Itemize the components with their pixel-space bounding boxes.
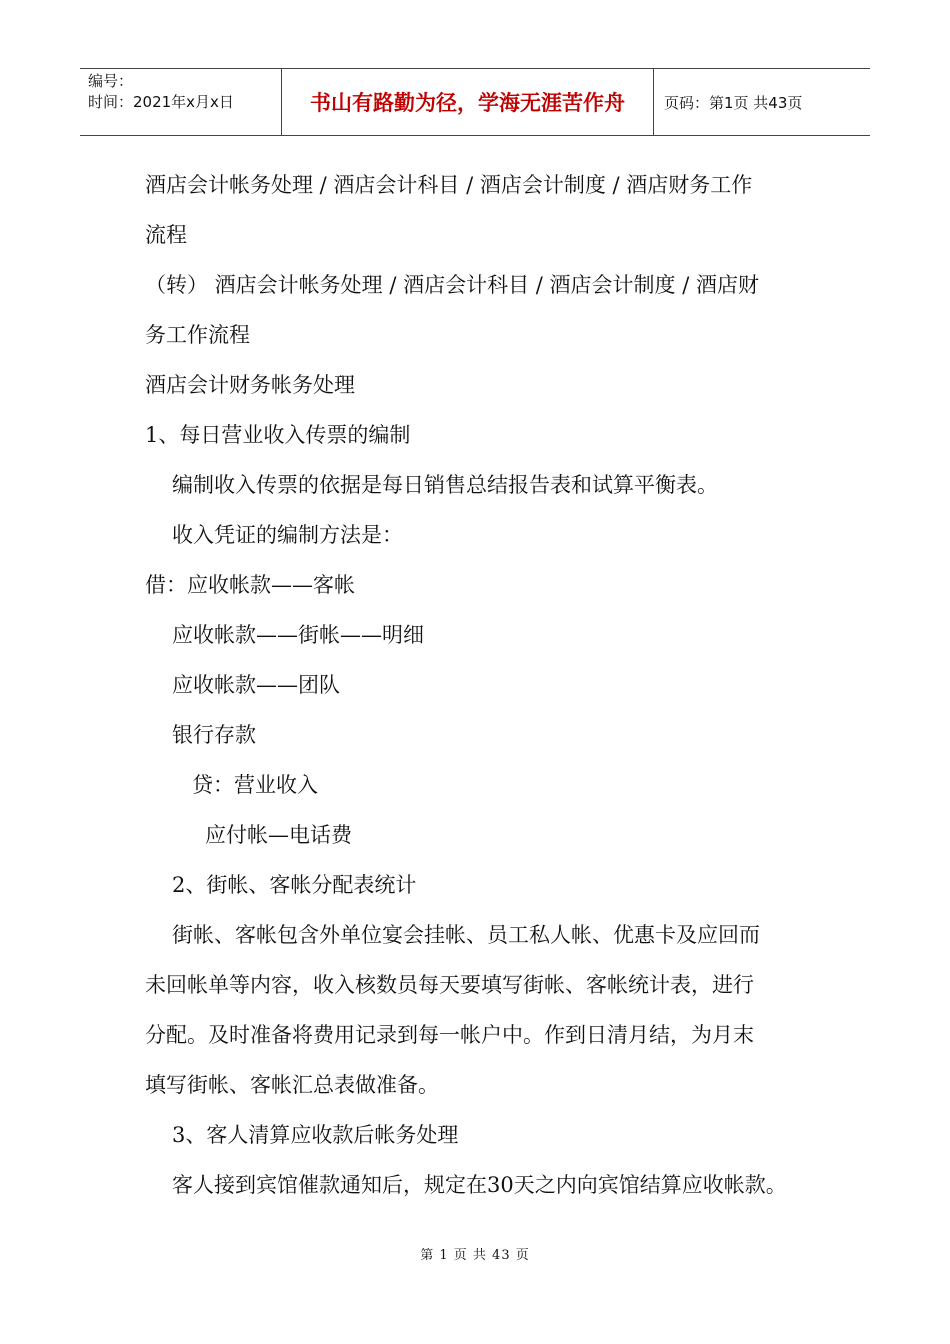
paragraph: 未回帐单等内容，收入核数员每天要填写街帐、客帐统计表，进行 — [145, 973, 754, 997]
paragraph: 编制收入传票的依据是每日销售总结报告表和试算平衡表。 — [172, 473, 718, 497]
paragraph: 客人接到宾馆催款通知后，规定在30天之内向宾馆结算应收帐款。 — [172, 1173, 787, 1197]
item-1-heading: 1、每日营业收入传票的编制 — [145, 423, 411, 447]
title-line-1: 酒店会计帐务处理 / 酒店会计科目 / 酒店会计制度 / 酒店财务工作 — [145, 173, 753, 197]
document-body — [145, 160, 810, 1210]
credit-line: 应付帐—电话费 — [205, 823, 352, 847]
paragraph: 收入凭证的编制方法是： — [172, 523, 403, 547]
time-label: 时间：2021年x月x日 — [88, 93, 234, 111]
credit-line: 贷：营业收入 — [192, 773, 318, 797]
page-footer — [0, 1244, 950, 1263]
header-left-cell — [80, 69, 282, 135]
debit-line: 借：应收帐款——客帐 — [145, 573, 355, 597]
number-label: 编号： — [88, 72, 134, 90]
subtitle-line-2: 务工作流程 — [145, 323, 250, 347]
item-3-heading: 3、客人清算应收款后帐务处理 — [172, 1123, 459, 1147]
debit-line: 银行存款 — [172, 723, 256, 747]
item-2-heading: 2、街帐、客帐分配表统计 — [172, 873, 417, 897]
paragraph: 分配。及时准备将费用记录到每一帐户中。作到日清月结，为月末 — [145, 1023, 754, 1047]
footer-page-number: 第 1 页 共 43 页 — [420, 1248, 530, 1263]
paragraph: 填写街帐、客帐汇总表做准备。 — [145, 1073, 439, 1097]
header-page-cell — [654, 69, 870, 135]
header-motto-cell — [282, 69, 654, 135]
page-label: 页码：第1页 共43页 — [664, 93, 803, 112]
debit-line: 应收帐款——团队 — [172, 673, 340, 697]
subtitle-line-1: （转） 酒店会计帐务处理 / 酒店会计科目 / 酒店会计制度 / 酒店财 — [145, 273, 759, 297]
section-heading: 酒店会计财务帐务处理 — [145, 373, 355, 397]
debit-line: 应收帐款——街帐——明细 — [172, 623, 424, 647]
paragraph: 街帐、客帐包含外单位宴会挂帐、员工私人帐、优惠卡及应回而 — [172, 923, 760, 947]
motto-text: 书山有路勤为径，学海无涯苦作舟 — [310, 91, 625, 115]
page-header — [80, 68, 870, 136]
title-line-2: 流程 — [145, 223, 187, 247]
